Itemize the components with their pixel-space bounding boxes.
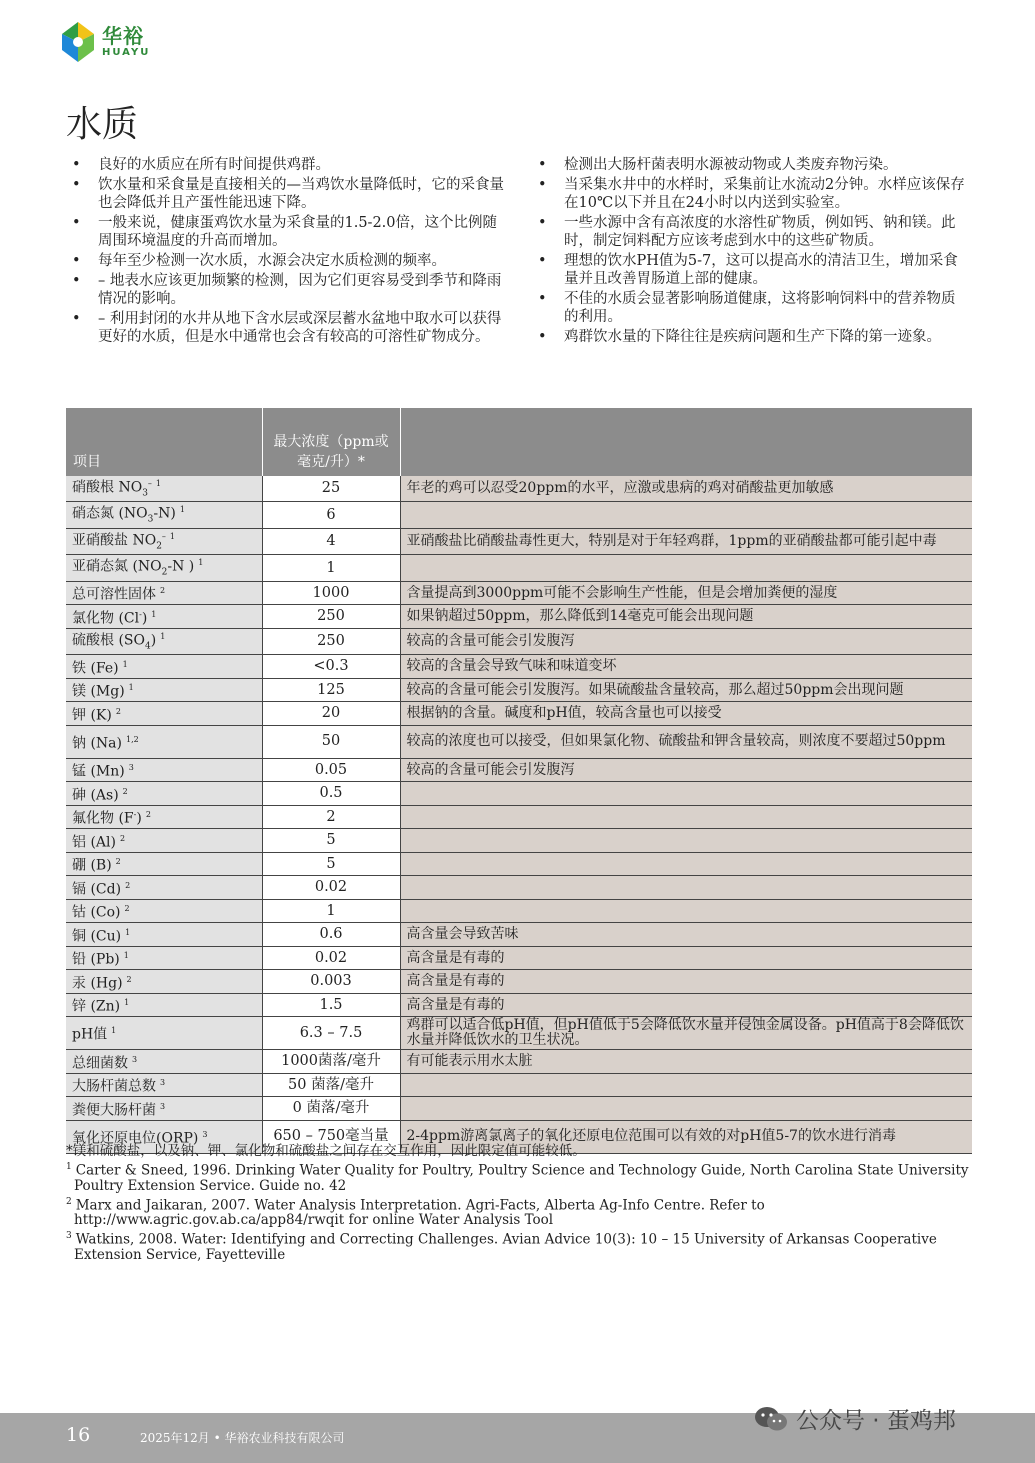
item-reference: 2 xyxy=(122,786,128,796)
item-name: 铅 (Pb) xyxy=(72,951,120,968)
row-value-cell: 25 xyxy=(262,476,400,502)
bullet-item: • – 利用封闭的水井从地下含水层或深层蓄水盆地中取水可以获得更好的水质，但是水中通常也会含有较高的可溶性矿物成分。 xyxy=(70,310,510,346)
row-value-cell: 650 – 750毫当量 xyxy=(262,1120,400,1153)
row-note-cell: 有可能表示用水太脏 xyxy=(400,1050,972,1074)
row-note-cell: 根据钠的含量。碱度和pH值，较高含量也可以接受 xyxy=(400,702,972,726)
item-name: 钴 (Co) xyxy=(72,904,121,921)
bullet-item: • 一些水源中含有高浓度的水溶性矿物质，例如钙、钠和镁。此时，制定饲料配方应该考虑到水中的这些矿物质。 xyxy=(536,214,968,250)
item-reference: 3 xyxy=(132,1054,138,1064)
row-item-cell xyxy=(66,476,262,502)
item-reference: 2 xyxy=(124,904,130,914)
item-reference: 1 xyxy=(160,631,166,641)
row-note-cell xyxy=(400,502,972,528)
table-row xyxy=(66,829,972,853)
water-quality-table xyxy=(66,408,973,1154)
table-row xyxy=(66,1017,972,1050)
item-name: 铁 (Fe) xyxy=(72,660,119,677)
item-reference: 2 xyxy=(119,833,126,843)
item-name: 汞 (Hg) xyxy=(72,975,123,992)
row-note-cell xyxy=(400,829,972,853)
table-row xyxy=(66,1073,972,1097)
row-item-cell xyxy=(66,876,262,900)
item-subscript: 3 xyxy=(147,514,154,525)
item-reference: 1 xyxy=(111,1026,117,1036)
table-row xyxy=(66,993,972,1017)
row-item-cell xyxy=(66,1073,262,1097)
item-name: 大肠杆菌总数 xyxy=(72,1078,156,1095)
item-name: 硝酸根 NO xyxy=(72,479,143,496)
footnote-text: Carter & Sneed, 1996. Drinking Water Quality for Poultry, Poultry Science and Technology Guide, North Carolina State University Poultry Extension Service. Guide no. 42 xyxy=(74,1162,969,1194)
item-name: 铝 (Al) xyxy=(72,834,116,851)
footnote-star: *镁和硫酸盐，以及钠、钾、氯化物和硫酸盐之间存在交互作用，因此限定值可能较低。 xyxy=(66,1143,586,1159)
table-row xyxy=(66,725,972,758)
row-value-cell: 0.003 xyxy=(262,970,400,994)
item-reference: 1 xyxy=(124,998,130,1008)
row-note-cell: 含量提高到3000ppm可能不会影响生产性能，但是会增加粪便的湿度 xyxy=(400,581,972,605)
table-row xyxy=(66,476,972,502)
wechat-icon xyxy=(754,1405,788,1433)
item-name-tail: ) xyxy=(150,632,157,649)
row-note-cell xyxy=(400,555,972,581)
item-name: 镁 (Mg) xyxy=(72,683,125,700)
brand-name-cn: 华裕 xyxy=(102,24,144,48)
item-name: 钠 (Na) xyxy=(72,735,122,752)
item-reference: 1 xyxy=(179,505,185,515)
row-value-cell: 1000 xyxy=(262,581,400,605)
header-item: 项目 xyxy=(66,408,262,476)
watermark xyxy=(754,1402,956,1435)
row-note-cell: 较高的含量可能会引发腹泻。如果硫酸盐含量较高，那么超过50ppm会出现问题 xyxy=(400,678,972,702)
item-reference: 1 xyxy=(155,479,162,488)
row-value-cell: 0.6 xyxy=(262,923,400,947)
bullet-item: • 不佳的水质会显著影响肠道健康，这将影响饲料中的营养物质的利用。 xyxy=(536,290,968,326)
row-item-cell xyxy=(66,605,262,629)
row-item-cell xyxy=(66,655,262,679)
brand-name-en: HUAYU xyxy=(102,47,151,58)
table-row xyxy=(66,555,972,581)
item-superscript: - xyxy=(139,609,142,619)
item-reference: 1 xyxy=(151,609,157,619)
page-title: 水质 xyxy=(66,104,139,145)
table-row xyxy=(66,1050,972,1074)
item-name: 氟化物 (F xyxy=(72,810,134,827)
row-value-cell: 5 xyxy=(262,829,400,853)
row-note-cell: 亚硝酸盐比硝酸盐毒性更大，特别是对于年轻鸡群，1ppm的亚硝酸盐都可能引起中毒 xyxy=(400,528,972,554)
item-reference: 1 xyxy=(128,683,134,693)
row-value-cell: 0.05 xyxy=(262,758,400,782)
row-value-cell: 2 xyxy=(262,805,400,829)
item-subscript: 2 xyxy=(156,541,162,552)
item-name: 氧化还原电位(ORP) xyxy=(72,1130,199,1147)
row-item-cell xyxy=(66,970,262,994)
row-note-cell: 较高的含量可能会引发腹泻 xyxy=(400,628,972,654)
item-name: 钾 (K) xyxy=(72,707,112,724)
item-reference: 1 xyxy=(122,659,128,669)
table-row xyxy=(66,502,972,528)
row-item-cell xyxy=(66,1097,262,1121)
row-note-cell: 鸡群可以适合低pH值，但pH值低于5会降低饮水量并侵蚀金属设备。pH值高于8会降低饮水量并降低饮水的卫生状况。 xyxy=(400,1017,972,1050)
row-item-cell xyxy=(66,628,262,654)
row-value-cell: 20 xyxy=(262,702,400,726)
row-value-cell: 6 xyxy=(262,502,400,528)
watermark-text: 公众号 · 蛋鸡邦 xyxy=(796,1408,956,1434)
footnote-number: 1 xyxy=(66,1162,72,1172)
item-name: pH值 xyxy=(72,1027,108,1044)
row-item-cell xyxy=(66,702,262,726)
row-item-cell xyxy=(66,1017,262,1050)
table-row xyxy=(66,1097,972,1121)
row-note-cell: 2-4ppm游离氯离子的氧化还原电位范围可以有效的对pH值5-7的饮水进行消毒 xyxy=(400,1120,972,1153)
item-name-tail: -N ) xyxy=(167,559,195,576)
table-row xyxy=(66,946,972,970)
item-reference: 1 xyxy=(125,927,131,937)
table-row xyxy=(66,805,972,829)
item-reference: 1 xyxy=(198,558,204,568)
bullet-item: • 饮水量和采食量是直接相关的—当鸡饮水量降低时，它的采食量也会降低并且产蛋性能迅速下降。 xyxy=(70,176,510,212)
bullet-item: • 当采集水井中的水样时，采集前让水流动2分钟。水样应该保存在10℃以下并且在24小时以内送到实验室。 xyxy=(536,176,968,212)
item-reference: 2 xyxy=(115,706,121,716)
row-item-cell xyxy=(66,923,262,947)
item-name-tail: ) xyxy=(136,810,142,827)
row-note-cell: 高含量是有毒的 xyxy=(400,946,972,970)
row-note-cell: 高含量是有毒的 xyxy=(400,970,972,994)
footer-text: 2025年12月 • 华裕农业科技有限公司 xyxy=(140,1431,345,1445)
row-item-cell xyxy=(66,502,262,528)
row-note-cell: 较高的含量会导致气味和味道变坏 xyxy=(400,655,972,679)
row-note-cell xyxy=(400,852,972,876)
footnote-number: 3 xyxy=(66,1231,72,1241)
item-name-tail: ) xyxy=(141,610,148,627)
row-note-cell xyxy=(400,899,972,923)
table-row xyxy=(66,970,972,994)
item-reference: 1,2 xyxy=(125,734,139,744)
row-note-cell: 如果钠超过50ppm，那么降低到14毫克可能会出现问题 xyxy=(400,605,972,629)
footnote-text: Marx and Jaikaran, 2007. Water Analysis Interpretation. Agri-Facts, Alberta Ag-Info Centre. Refer to http://www.agric.gov.ab.ca/app84/rwqit for online Water Analysis Tool xyxy=(74,1197,765,1228)
table-row xyxy=(66,758,972,782)
row-value-cell: 1.5 xyxy=(262,993,400,1017)
item-subscript: 4 xyxy=(144,641,151,652)
table-row xyxy=(66,605,972,629)
item-name: 粪便大肠杆菌 xyxy=(72,1102,156,1119)
row-value-cell: 50 xyxy=(262,725,400,758)
row-value-cell: 4 xyxy=(262,528,400,554)
item-name: 硼 (B) xyxy=(72,857,112,874)
item-name: 锰 (Mn) xyxy=(72,763,125,780)
table-row xyxy=(66,655,972,679)
item-name: 硝态氮 (NO xyxy=(72,506,148,523)
row-note-cell: 较高的含量可能会引发腹泻 xyxy=(400,758,972,782)
row-value-cell: 5 xyxy=(262,852,400,876)
row-note-cell: 高含量是有毒的 xyxy=(400,993,972,1017)
table-row xyxy=(66,702,972,726)
item-reference: 2 xyxy=(126,974,132,984)
row-value-cell: 0.02 xyxy=(262,876,400,900)
item-superscript: - xyxy=(133,810,137,820)
header-note xyxy=(400,408,972,476)
row-value-cell: 250 xyxy=(262,628,400,654)
row-note-cell: 较高的浓度也可以接受，但如果氯化物、硫酸盐和钾含量较高，则浓度不要超过50ppm xyxy=(400,725,972,758)
row-item-cell xyxy=(66,993,262,1017)
item-name: 锌 (Zn) xyxy=(72,998,121,1015)
row-item-cell xyxy=(66,829,262,853)
item-reference: 2 xyxy=(115,857,121,867)
item-reference: 3 xyxy=(128,763,134,773)
brand-logo xyxy=(58,20,150,64)
table-row xyxy=(66,899,972,923)
item-reference: 1 xyxy=(123,951,129,961)
bullet-item: • 每年至少检测一次水质，水源会决定水质检测的频率。 xyxy=(70,252,510,270)
row-note-cell xyxy=(400,782,972,806)
table-header-row xyxy=(66,408,972,476)
row-item-cell xyxy=(66,899,262,923)
item-superscript: – xyxy=(161,531,166,541)
item-name: 硫酸根 (SO xyxy=(72,632,145,649)
item-reference: 2 xyxy=(125,880,131,890)
row-item-cell xyxy=(66,852,262,876)
row-note-cell xyxy=(400,876,972,900)
item-name: 亚硝态氮 (NO xyxy=(72,559,162,576)
row-note-cell xyxy=(400,805,972,829)
item-name: 总可溶性固体 xyxy=(72,586,156,603)
row-value-cell: 0 菌落/毫升 xyxy=(262,1097,400,1121)
row-value-cell: 125 xyxy=(262,678,400,702)
item-name: 氯化物 (Cl xyxy=(72,610,140,627)
footnote-reference xyxy=(66,1229,978,1263)
header-max-concentration: 最大浓度（ppm或毫克/升）* xyxy=(262,408,400,476)
bullet-item: • 一般来说，健康蛋鸡饮水量为采食量的1.5-2.0倍，这个比例随周围环境温度的升高而增加。 xyxy=(70,214,510,250)
footnote-text: Watkins, 2008. Water: Identifying and Correcting Challenges. Avian Advice 10(3): 10 – 15 University of Arkansas Cooperative Extension Service, Fayetteville xyxy=(74,1231,937,1263)
row-note-cell xyxy=(400,1097,972,1121)
page-number: 16 xyxy=(66,1424,91,1446)
bullet-item: • – 地表水应该更加频繁的检测，因为它们更容易受到季节和降雨情况的影响。 xyxy=(70,272,510,308)
item-reference: 2 xyxy=(160,586,166,596)
footnotes xyxy=(66,1144,978,1264)
item-superscript: – xyxy=(147,479,152,488)
item-name: 铜 (Cu) xyxy=(72,928,122,945)
table-row xyxy=(66,876,972,900)
item-reference: 1 xyxy=(169,531,176,541)
row-value-cell: 250 xyxy=(262,605,400,629)
row-value-cell: 1 xyxy=(262,899,400,923)
bullet-item: • 检测出大肠杆菌表明水源被动物或人类废弃物污染。 xyxy=(536,156,968,174)
item-name-tail: -N) xyxy=(153,506,176,523)
item-reference: 2 xyxy=(145,810,151,820)
row-value-cell: 0.02 xyxy=(262,946,400,970)
table-row xyxy=(66,528,972,554)
footnote-reference xyxy=(66,1195,978,1229)
row-item-cell xyxy=(66,758,262,782)
table-row xyxy=(66,581,972,605)
table-row xyxy=(66,628,972,654)
bullet-item: • 鸡群饮水量的下降往往是疾病问题和生产下降的第一迹象。 xyxy=(536,328,968,346)
bullet-item: • 理想的饮水PH值为5-7，这可以提高水的清洁卫生，增加采食量并且改善胃肠道上部的健康。 xyxy=(536,252,968,288)
row-item-cell xyxy=(66,946,262,970)
row-item-cell xyxy=(66,528,262,554)
row-note-cell: 年老的鸡可以忍受20ppm的水平，应激或患病的鸡对硝酸盐更加敏感 xyxy=(400,476,972,502)
row-item-cell xyxy=(66,782,262,806)
item-reference: 3 xyxy=(160,1101,166,1111)
row-value-cell: 50 菌落/毫升 xyxy=(262,1073,400,1097)
row-value-cell: 1000菌落/毫升 xyxy=(262,1050,400,1074)
row-item-cell xyxy=(66,555,262,581)
footnote-number: 2 xyxy=(66,1196,72,1207)
row-note-cell xyxy=(400,1073,972,1097)
footnote-reference xyxy=(66,1160,978,1194)
item-reference: 3 xyxy=(202,1129,208,1139)
row-item-cell xyxy=(66,1050,262,1074)
row-value-cell: 1 xyxy=(262,555,400,581)
item-subscript: 2 xyxy=(161,567,168,578)
table-row xyxy=(66,923,972,947)
item-name: 总细菌数 xyxy=(72,1055,128,1072)
item-reference: 3 xyxy=(160,1078,166,1088)
row-value-cell: <0.3 xyxy=(262,655,400,679)
table-row xyxy=(66,852,972,876)
left-bullet-list xyxy=(70,156,510,348)
table-row xyxy=(66,782,972,806)
row-item-cell xyxy=(66,581,262,605)
row-value-cell: 0.5 xyxy=(262,782,400,806)
right-bullet-list xyxy=(536,156,968,348)
item-name: 砷 (As) xyxy=(72,787,119,804)
row-item-cell xyxy=(66,805,262,829)
row-item-cell xyxy=(66,678,262,702)
huayu-logo-icon xyxy=(58,20,98,64)
bullet-item: • 良好的水质应在所有时间提供鸡群。 xyxy=(70,156,510,174)
item-name: 亚硝酸盐 NO xyxy=(72,532,157,549)
item-name: 镉 (Cd) xyxy=(72,881,122,898)
item-subscript: 3 xyxy=(142,488,148,499)
row-note-cell: 高含量会导致苦味 xyxy=(400,923,972,947)
table-row xyxy=(66,678,972,702)
row-value-cell: 6.3 – 7.5 xyxy=(262,1017,400,1050)
row-item-cell xyxy=(66,725,262,758)
